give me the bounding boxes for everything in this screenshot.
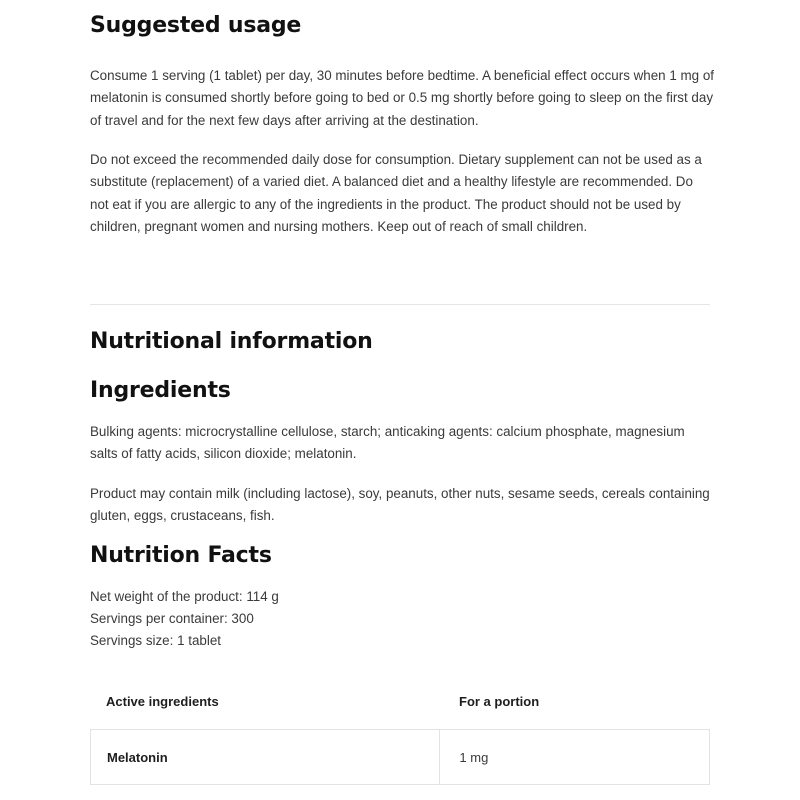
table-row xyxy=(90,730,710,785)
usage-paragraph: Consume 1 serving (1 tablet) per day, 30 minutes before bedtime. A beneficial effect occurs when 1 mg of melatonin is consumed shortly before going to bed or 0.5 mg shortly before going to sleep on the first day of travel and for the next few days after arriving at the destination. xyxy=(90,68,714,128)
ingredient-amount-cell: 1 mg xyxy=(459,749,489,765)
suggested-usage-heading: Suggested usage xyxy=(90,13,302,38)
table-header-row xyxy=(90,673,710,730)
nutrition-facts-heading: Nutrition Facts xyxy=(90,543,272,568)
allergen-paragraph: Product may contain milk (including lactose), soy, peanuts, other nuts, sesame seeds, cereals containing gluten, eggs, crustaceans, fish. xyxy=(90,486,710,524)
nutrition-table xyxy=(90,673,710,785)
serving-size-line: Servings size: 1 tablet xyxy=(90,633,221,648)
nutrition-facts-list xyxy=(90,586,279,652)
nutritional-information-heading: Nutritional information xyxy=(90,329,373,354)
section-divider xyxy=(90,304,710,305)
column-header-active-ingredients: Active ingredients xyxy=(106,693,219,709)
ingredients-paragraph: Bulking agents: microcrystalline cellulose, starch; anticaking agents: calcium phosphate, magnesium salts of fatty acids, silicon dioxide; melatonin. xyxy=(90,424,685,462)
net-weight-line: Net weight of the product: 114 g xyxy=(90,589,279,604)
warning-paragraph: Do not exceed the recommended daily dose for consumption. Dietary supplement can not be used as a substitute (replacement) of a varied diet. A balanced diet and a healthy lifestyle are recommended. Do not eat if you are allergic to any of the ingredients in the product. The product should not be used by children, pregnant women and nursing mothers. Keep out of reach of small children. xyxy=(90,152,702,234)
servings-per-container-line: Servings per container: 300 xyxy=(90,611,254,626)
ingredient-name-cell: Melatonin xyxy=(91,730,440,784)
ingredients-heading: Ingredients xyxy=(90,378,231,403)
column-header-for-a-portion: For a portion xyxy=(459,693,540,709)
